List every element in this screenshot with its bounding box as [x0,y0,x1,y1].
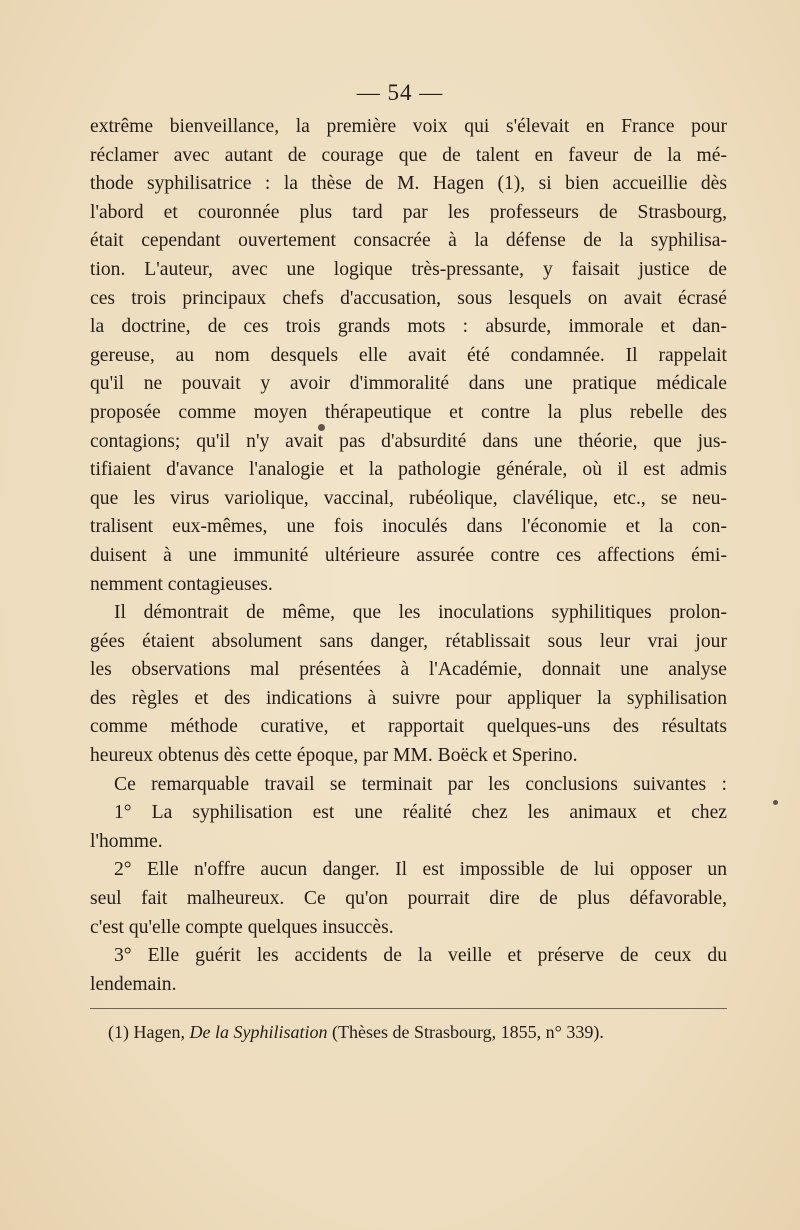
footnote-marker: (1) [108,1022,129,1042]
text-line: des règles et des indications à suivre pour appliquer la syphilisation [90,687,727,709]
text-line: thode syphilisatrice : la thèse de M. Hagen (1), si bien accueillie dès [90,173,727,195]
footnote-source: (Thèses de Strasbourg, 1855, n° 339). [331,1022,604,1042]
footnote-divider [90,1008,727,1009]
footnote-title: De la Syphilisation [189,1022,328,1042]
text-line: gées étaient absolument sans danger, rétablissait sous leur vrai jour [90,630,727,652]
text-line: tion. L'auteur, avec une logique très-pressante, y faisait justice de [90,258,727,280]
text-line: comme méthode curative, et rapportait quelques-uns des résultats [90,716,727,738]
text-line: 3° Elle guérit les accidents de la veille et préserve de ceux du [114,945,727,967]
ink-speck [773,800,778,805]
text-line: nemment contagieuses. [90,573,273,595]
text-line: qu'il ne pouvait y avoir d'immoralité dans une pratique médicale [90,373,727,395]
text-line: 2° Elle n'offre aucun danger. Il est impossible de lui opposer un [114,859,727,881]
ink-speck [318,424,325,431]
page-number: — 54 — [356,80,444,105]
text-line: la doctrine, de ces trois grands mots : absurde, immorale et dan- [90,316,727,338]
text-line: tralisent eux-mêmes, une fois inoculés dans l'économie et la con- [90,516,727,538]
text-line: Ce remarquable travail se terminait par les conclusions suivantes : [114,773,727,795]
text-line: 1° La syphilisation est une réalité chez les animaux et chez [114,802,727,824]
footnote-author: Hagen, [133,1022,185,1042]
text-line: l'homme. [90,830,163,852]
text-line: était cependant ouvertement consacrée à la défense de la syphilisa- [90,230,727,252]
text-line: seul fait malheureux. Ce qu'on pourrait dire de plus défavorable, [90,888,727,910]
text-line: extrême bienveillance, la première voix qui s'élevait en France pour [90,116,727,137]
text-line: proposée comme moyen thérapeutique et contre la plus rebelle des [90,401,727,423]
text-line: gereuse, au nom desquels elle avait été condamnée. Il rappelait [90,344,727,366]
text-line: lendemain. [90,973,177,995]
text-line: c'est qu'elle compte quelques insuccès. [90,916,394,938]
footnote [108,1022,604,1043]
text-line: contagions; qu'il n'y avait pas d'absurdité dans une théorie, que jus- [90,430,727,452]
text-line: Il démontrait de même, que les inoculations syphilitiques prolon- [114,602,727,624]
text-line: les observations mal présentées à l'Académie, donnait une analyse [90,659,727,681]
text-line: que les virus variolique, vaccinal, rubéolique, clavélique, etc., se neu- [90,487,727,509]
text-line: tifiaient d'avance l'analogie et la pathologie générale, où il est admis [90,459,727,481]
text-line: heureux obtenus dès cette époque, par MM. Boëck et Sperino. [90,745,578,767]
text-line: duisent à une immunité ultérieure assurée contre ces affections émi- [90,544,727,566]
text-line: réclamer avec autant de courage que de talent en faveur de la mé- [90,144,727,166]
text-line: ces trois principaux chefs d'accusation, sous lesquels on avait écrasé [90,287,727,309]
body-text [90,113,727,999]
text-line: l'abord et couronnée plus tard par les professeurs de Strasbourg, [90,201,727,223]
